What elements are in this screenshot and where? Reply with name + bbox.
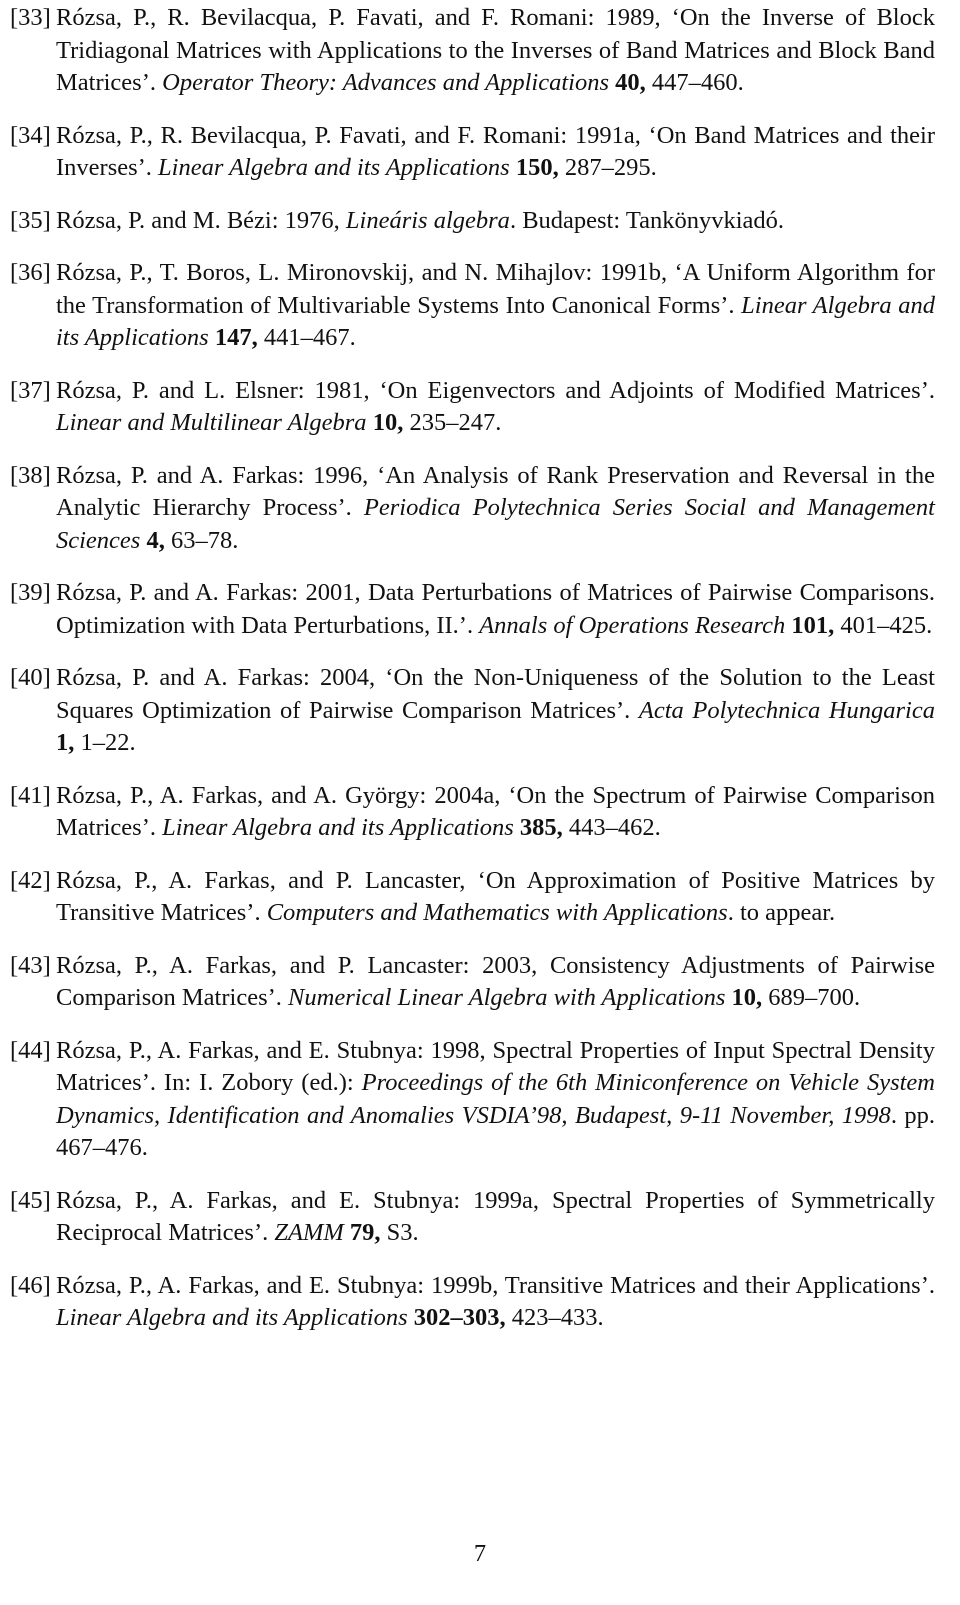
reference-pages: 447–460.	[645, 69, 744, 96]
reference-text	[56, 257, 935, 355]
reference-title: ‘On the Spectrum of Pairwise Comparison Matrices’.	[56, 781, 935, 841]
reference-authors: Rózsa, P., A. Farkas, and E. Stubnya: 1999a,	[56, 1186, 552, 1214]
reference-title: ‘On Band Matrices and their Inverses’.	[56, 121, 935, 181]
reference-venue: Lineáris algebra	[345, 206, 510, 234]
reference-pages: 441–467.	[257, 324, 356, 351]
reference-number: [46]	[10, 1271, 51, 1299]
reference-number: [33]	[10, 4, 51, 31]
reference-authors: Rózsa, P. and M. Bézi: 1976,	[56, 206, 346, 234]
reference-text	[56, 460, 935, 558]
reference-text	[56, 1185, 935, 1250]
reference-number: [42]	[10, 866, 51, 894]
reference-volume: 10,	[725, 984, 763, 1011]
reference-item	[10, 1270, 935, 1335]
reference-title: Spectral Properties of Symmetrically Reciprocal Matrices’.	[56, 1186, 935, 1246]
reference-text	[56, 120, 935, 185]
reference-venue: Proceedings of the 6th Miniconference on Vehicle System Dynamics, Identification and Anomalies VSDIA’98, Budapest, 9-11 November, 1998	[56, 1069, 935, 1129]
reference-text	[56, 1270, 935, 1335]
reference-number: [39]	[10, 579, 51, 606]
reference-number: [41]	[10, 781, 51, 809]
reference-pages: S3.	[380, 1219, 419, 1246]
reference-item	[10, 662, 935, 760]
reference-text	[56, 577, 935, 642]
reference-number: [37]	[10, 376, 51, 404]
reference-authors: Rózsa, P. and A. Farkas: 2004,	[56, 664, 386, 691]
reference-volume: 302–303,	[407, 1304, 506, 1331]
reference-item	[10, 257, 935, 355]
reference-title: ‘On the Non-Uniqueness of the Solution to the Least Squares Optimization of Pairwise Comparison Matrices’.	[56, 664, 935, 724]
reference-pages: 423–433.	[505, 1304, 604, 1331]
reference-text	[56, 662, 935, 760]
reference-text	[56, 950, 935, 1015]
reference-title: ‘An Analysis of Rank Preservation and Reversal in the Analytic Hierarchy Process’.	[56, 461, 935, 521]
reference-title: ‘On Approximation of Positive Matrices by Transitive Matrices’.	[56, 866, 935, 926]
reference-venue: Linear and Multilinear Algebra	[56, 409, 367, 436]
reference-volume: 101,	[785, 611, 835, 639]
reference-item	[10, 460, 935, 558]
reference-venue: Computers and Mathematics with Applications	[266, 899, 728, 926]
reference-item	[10, 577, 935, 642]
reference-venue: Annals of Operations Research	[479, 611, 786, 639]
reference-number: [40]	[10, 664, 51, 691]
reference-text	[56, 2, 935, 100]
reference-volume: 10,	[366, 409, 404, 436]
reference-venue: ZAMM	[274, 1219, 344, 1246]
reference-number: [38]	[10, 461, 51, 489]
reference-pages: . pp. 467–476.	[56, 1101, 936, 1161]
reference-authors: Rózsa, P., A. Farkas, and P. Lancaster,	[56, 866, 478, 894]
reference-number: [43]	[10, 951, 51, 979]
reference-authors: Rózsa, P., T. Boros, L. Mironovskij, and N. Mihajlov: 1991b,	[56, 259, 675, 286]
reference-authors: Rózsa, P. and A. Farkas: 2001,	[56, 579, 368, 606]
reference-volume: 4,	[140, 526, 165, 554]
reference-item	[10, 2, 935, 100]
reference-text	[56, 865, 935, 930]
reference-text	[56, 1035, 935, 1165]
reference-volume: 150,	[509, 154, 559, 181]
reference-title: ‘On the Inverse of Block Tridiagonal Matrices with Applications to the Inverses of Band Matrices and Block Band Matrices’.	[56, 4, 935, 96]
reference-item	[10, 120, 935, 185]
reference-venue: Linear Algebra and its Applications	[56, 291, 935, 351]
reference-venue: Numerical Linear Algebra with Applications	[288, 984, 726, 1011]
reference-authors: Rózsa, P., A. Farkas, and A. György: 2004a,	[56, 781, 509, 809]
reference-pages: . to appear.	[727, 899, 836, 926]
reference-item	[10, 205, 935, 238]
reference-venue: Periodica Polytechnica Series Social and Management Sciences	[56, 494, 935, 554]
reference-venue: Acta Polytechnica Hungarica	[638, 696, 935, 724]
reference-list	[10, 0, 935, 1335]
reference-pages: 287–295.	[558, 154, 657, 181]
reference-item	[10, 1035, 935, 1165]
reference-item	[10, 375, 935, 440]
reference-authors: Rózsa, P., A. Farkas, and E. Stubnya: 1999b,	[56, 1271, 505, 1299]
reference-volume: 79,	[343, 1219, 381, 1246]
reference-title: Transitive Matrices and their Applications’.	[504, 1271, 935, 1299]
reference-title: ‘A Uniform Algorithm for the Transformation of Multivariable Systems Into Canonical Forms’.	[56, 259, 935, 319]
reference-text	[56, 780, 935, 845]
reference-pages: 63–78.	[164, 526, 239, 554]
reference-number: [45]	[10, 1186, 51, 1214]
reference-item	[10, 950, 935, 1015]
reference-item	[10, 865, 935, 930]
reference-venue: Linear Algebra and its Applications	[56, 1304, 408, 1331]
reference-volume: 385,	[513, 814, 563, 841]
reference-pages: 689–700.	[762, 984, 861, 1011]
reference-text	[56, 375, 935, 440]
reference-pages: . Budapest: Tankönyvkiadó.	[509, 206, 785, 234]
reference-pages: 401–425.	[834, 611, 933, 639]
reference-item	[10, 780, 935, 845]
reference-authors: Rózsa, P., R. Bevilacqua, P. Favati, and F. Romani: 1989,	[56, 4, 672, 31]
reference-authors: Rózsa, P. and L. Elsner: 1981,	[56, 376, 380, 404]
reference-authors: Rózsa, P., R. Bevilacqua, P. Favati, and F. Romani: 1991a,	[56, 121, 649, 149]
reference-pages: 443–462.	[562, 814, 661, 841]
reference-venue: Linear Algebra and its Applications	[158, 154, 510, 181]
reference-number: [36]	[10, 259, 51, 286]
reference-volume: 40,	[608, 69, 646, 96]
reference-text	[56, 205, 935, 238]
reference-venue: Linear Algebra and its Applications	[162, 814, 514, 841]
reference-number: [44]	[10, 1036, 51, 1064]
reference-volume: 147,	[208, 324, 258, 351]
reference-title: Data Perturbations of Matrices of Pairwise Comparisons. Optimization with Data Perturbations, II.’.	[56, 579, 936, 639]
reference-number: [35]	[10, 206, 51, 234]
reference-authors: Rózsa, P. and A. Farkas: 1996,	[56, 461, 378, 489]
reference-number: [34]	[10, 121, 51, 149]
reference-authors: Rózsa, P., A. Farkas, and E. Stubnya: 1998,	[56, 1036, 493, 1064]
reference-title: ‘On Eigenvectors and Adjoints of Modified Matrices’.	[379, 376, 935, 404]
reference-item	[10, 1185, 935, 1250]
reference-pages: 235–247.	[403, 409, 502, 436]
reference-title: Spectral Properties of Input Spectral Density Matrices’. In: I. Zobory (ed.):	[56, 1036, 935, 1096]
reference-title: Consistency Adjustments of Pairwise Comparison Matrices’.	[56, 951, 935, 1011]
reference-pages: 1–22.	[74, 729, 136, 756]
reference-venue: Operator Theory: Advances and Applications	[162, 69, 609, 96]
page-number: 7	[473, 1540, 487, 1567]
reference-volume: 1,	[56, 729, 75, 756]
reference-authors: Rózsa, P., A. Farkas, and P. Lancaster: 2003,	[56, 951, 550, 979]
